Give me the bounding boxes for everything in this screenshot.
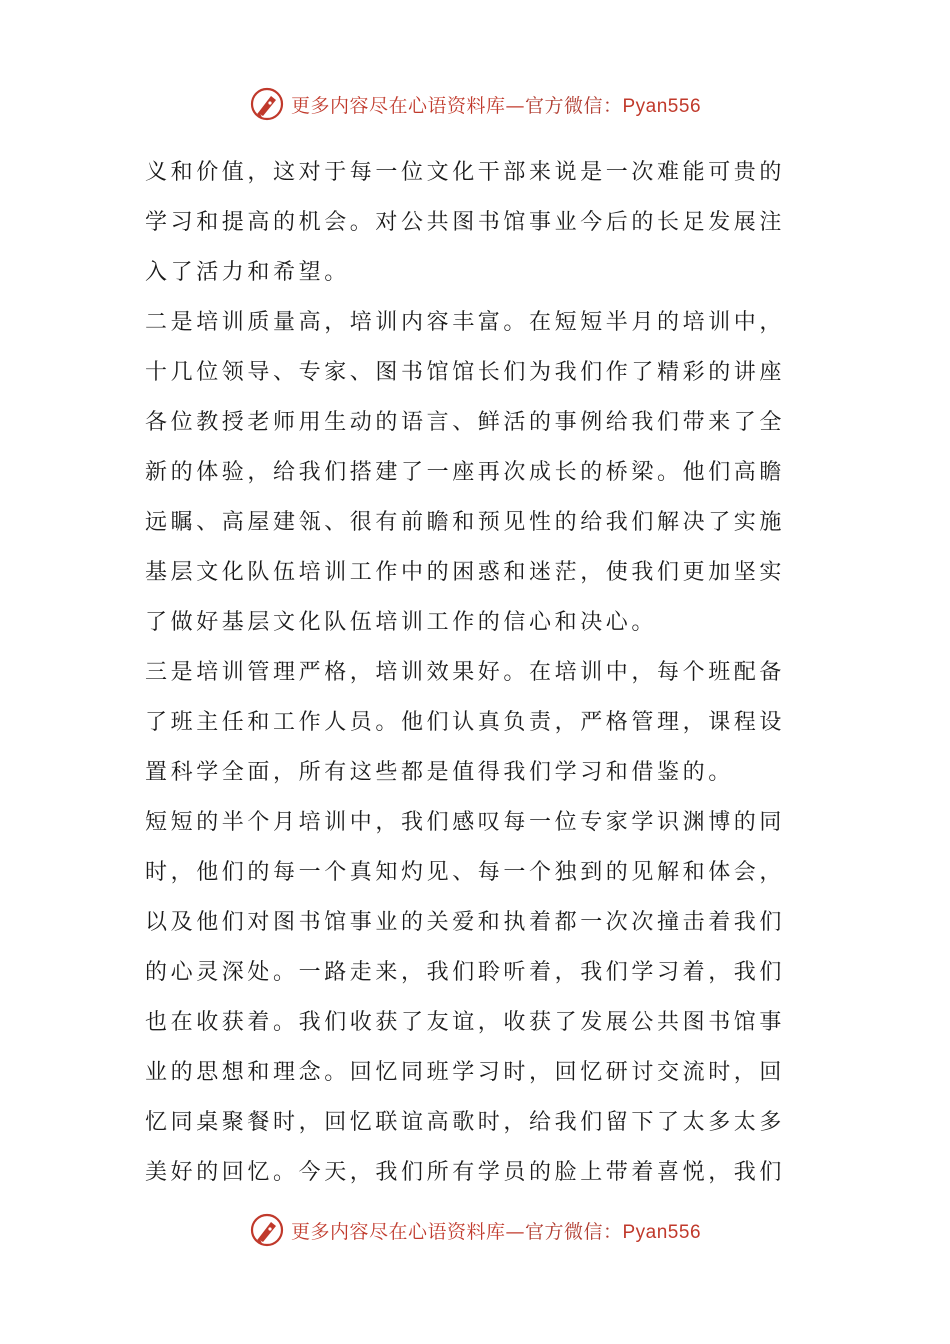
text-line: 各位教授老师用生动的语言、鲜活的事例给我们带来了全 — [145, 410, 786, 435]
text-line: 短短的半个月培训中，我们感叹每一位专家学识渊博的同 — [145, 810, 786, 835]
header-watermark — [0, 84, 950, 124]
text-line: 置科学全面，所有这些都是值得我们学习和借鉴的。 — [145, 760, 734, 785]
text-line: 二是培训质量高，培训内容丰富。在短短半月的培训中， — [145, 310, 786, 335]
text-line: 了做好基层文化队伍培训工作的信心和决心。 — [145, 610, 658, 635]
text-line: 远瞩、高屋建瓴、很有前瞻和预见性的给我们解决了实施 — [145, 510, 786, 535]
text-line: 忆同桌聚餐时，回忆联谊高歌时，给我们留下了太多太多 — [145, 1110, 786, 1135]
footer-watermark — [0, 1210, 950, 1250]
text-line: 义和价值，这对于每一位文化干部来说是一次难能可贵的 — [145, 160, 786, 185]
text-line: 时，他们的每一个真知灼见、每一个独到的见解和体会， — [145, 860, 786, 885]
text-line: 入了活力和希望。 — [145, 260, 350, 285]
text-line: 十几位领导、专家、图书馆馆长们为我们作了精彩的讲座 — [145, 360, 786, 385]
pen-nib-logo-icon — [249, 1212, 285, 1248]
text-line: 美好的回忆。今天，我们所有学员的脸上带着喜悦，我们 — [145, 1160, 786, 1185]
text-line: 的心灵深处。一路走来，我们聆听着，我们学习着，我们 — [145, 960, 786, 985]
footer-watermark-text: 更多内容尽在心语资料库—官方微信：Pyan556 — [290, 1220, 702, 1243]
document-body — [145, 148, 813, 1198]
text-line: 基层文化队伍培训工作中的困惑和迷茫，使我们更加坚实 — [145, 560, 786, 585]
text-line: 也在收获着。我们收获了友谊，收获了发展公共图书馆事 — [145, 1010, 786, 1035]
text-line: 以及他们对图书馆事业的关爱和执着都一次次撞击着我们 — [145, 910, 786, 935]
text-line: 业的思想和理念。回忆同班学习时，回忆研讨交流时，回 — [145, 1060, 786, 1085]
text-line: 新的体验，给我们搭建了一座再次成长的桥梁。他们高瞻 — [145, 460, 786, 485]
text-line: 学习和提高的机会。对公共图书馆事业今后的长足发展注 — [145, 210, 786, 235]
text-line: 三是培训管理严格，培训效果好。在培训中，每个班配备 — [145, 660, 786, 685]
pen-nib-logo-icon — [249, 86, 285, 122]
header-watermark-text: 更多内容尽在心语资料库—官方微信：Pyan556 — [290, 94, 702, 117]
text-line: 了班主任和工作人员。他们认真负责，严格管理，课程设 — [145, 710, 786, 735]
